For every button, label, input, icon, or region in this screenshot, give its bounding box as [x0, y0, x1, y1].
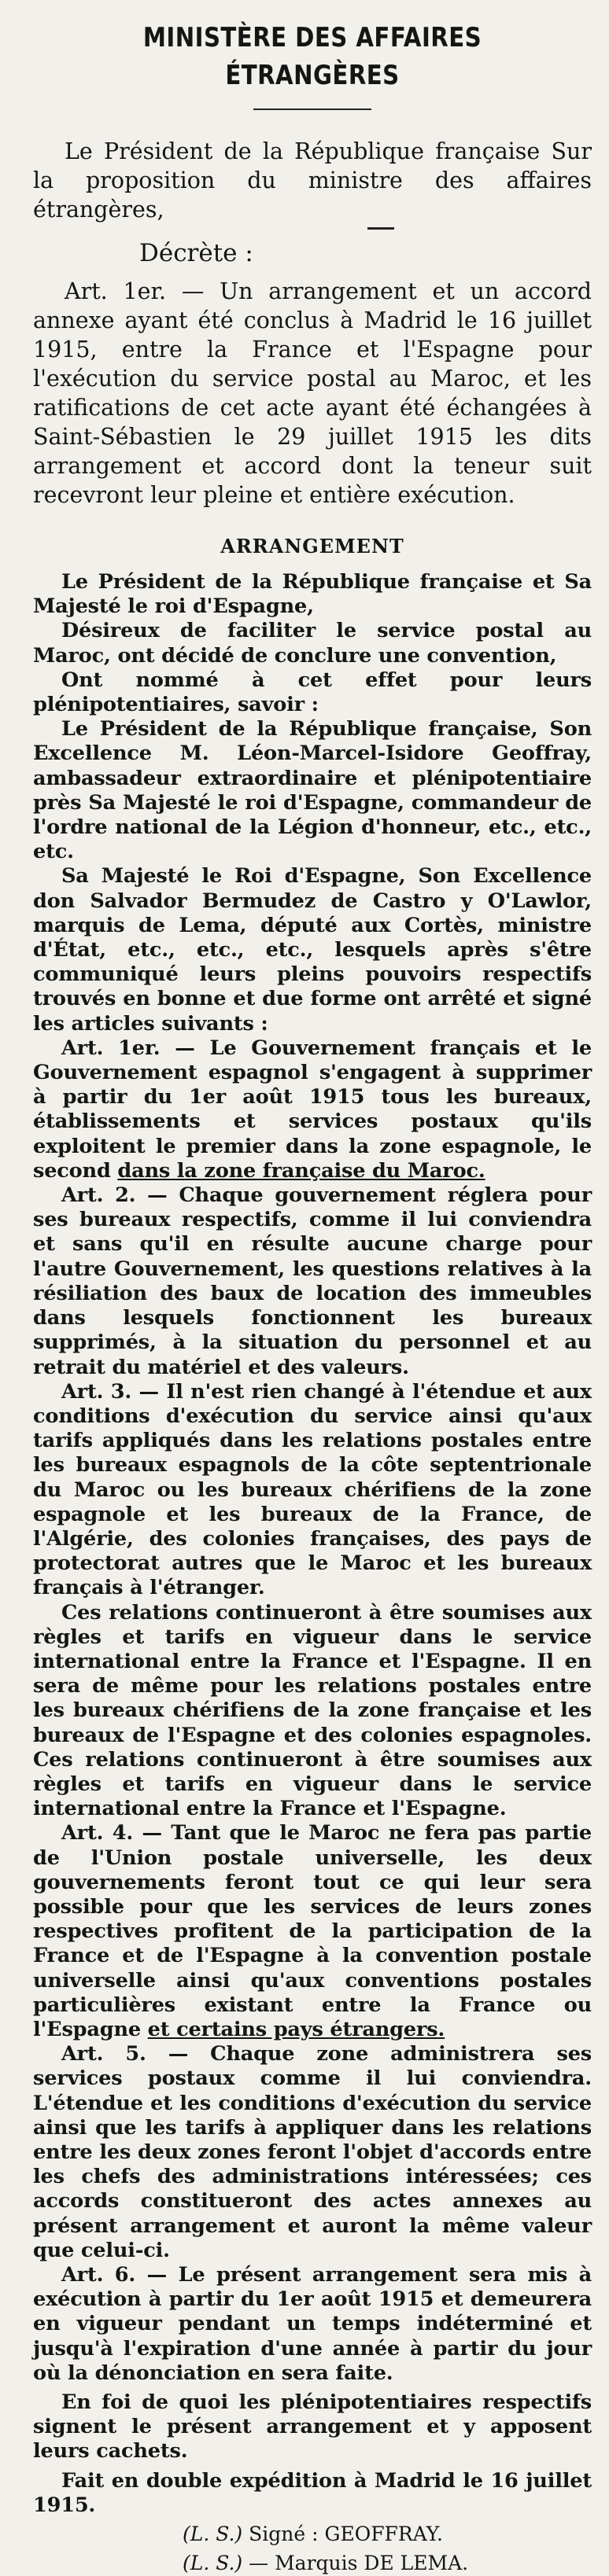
article-1-text: Art. 1er. — Le Gouvernement français et le Gouvernement espagnol s'engagent à supprimer à partir du 1er août 1915 tous les bureaux, établissements et services postaux qu'ils exploitent le premier dans la zone espagnole, le second	[33, 1036, 592, 1183]
article-2: Art. 2. — Chaque gouvernement réglera pour ses bureaux respectifs, comme il lui conviendra et sans qu'il en résulte aucune charge pour l'autre Gouvernement, les questions relatives à la résiliation des baux de location des immeubles dans lesquels fonctionnent les bureaux supprimés, à la situation du personnel et au retrait du matériel et des valeurs.	[33, 1183, 592, 1379]
decrete-heading: Décrète :	[139, 239, 253, 267]
arrangement-nomination: Ont nommé à cet effet pour leurs plénipotentiaires, savoir :	[33, 668, 592, 717]
done-at-madrid: Fait en double expédition à Madrid le 16 juillet 1915.	[33, 2468, 592, 2517]
signature-text: — Marquis DE LEMA.	[249, 2552, 469, 2575]
arrangement-heading: ARRANGEMENT	[220, 535, 404, 558]
article-1	[33, 1036, 592, 1183]
plenipotentiary-france: Le Président de la République française, Son Excellence M. Léon-Marcel-Isidore Geoffray, ambassadeur extraordinaire et plénipotentiaire près Sa Majesté le roi d'Espagne, commandeur de l'ordre national de la Légion d'honneur, etc., etc., etc.	[33, 717, 592, 864]
decree-article-1: Art. 1er. — Un arrangement et un accord annexe ayant été conclus à Madrid le 16 juillet 1915, entre la France et l'Espagne pour l'exécution du service postal au Maroc, et les ratifications de cet acte ayant été échangées à Saint-Sébastien le 29 juillet 1915 les dits arrangement et accord dont la teneur suit recevront leur pleine et entière exécution.	[33, 278, 592, 508]
arrangement-purpose: Désireux de faciliter le service postal au Maroc, ont décidé de conclure une convention,	[33, 619, 592, 668]
article-4-text: Art. 4. — Tant que le Maroc ne fera pas partie de l'Union postale universelle, les deux gouvernements feront tout ce qui leur sera possible pour que les services de leurs zones respectives profitent de la participation de la France et de l'Espagne à la convention postale universelle ainsi qu'aux conventions postales particulières existant entre la France ou l'Espagne	[33, 1821, 592, 2041]
signature-text: Signé : GEOFFRAY.	[249, 2523, 443, 2546]
preamble-dash	[367, 227, 394, 230]
title-divider	[253, 109, 371, 110]
article-5: Art. 5. — Chaque zone administrera ses services postaux comme il lui conviendra. L'étendue et les conditions d'exécution du service ainsi que les tarifs à appliquer dans les relations entre les deux zones feront l'objet d'accords entre les chefs des administrations intéressées; ces accords constitueront des actes annexes au présent arrangement et auront la même valeur que celui-ci.	[33, 2042, 592, 2262]
article-4	[33, 1821, 592, 2042]
seal-mark: (L. S.)	[183, 2552, 243, 2575]
plenipotentiary-spain: Sa Majesté le Roi d'Espagne, Son Excellence don Salvador Bermudez de Castro y O'Lawlor, marquis de Lema, député aux Cortès, ministre d'État, etc., etc., etc., lesquels après s'être communiqué leurs pleins pouvoirs respectifs trouvés en bonne et due forme ont arrêté et signé les articles suivants :	[33, 864, 592, 1036]
signature-lema	[183, 2550, 592, 2576]
ministry-title: MINISTÈRE DES AFFAIRES ÉTRANGÈRES	[142, 22, 482, 91]
article-6: Art. 6. — Le présent arrangement sera mis à exécution à partir du 1er août 1915 et demeurera en vigueur pendant un temps indéterminé et jusqu'à l'expiration d'une année à partir du jour où la dénonciation en sera faite.	[33, 2263, 592, 2385]
article-3: Art. 3. — Il n'est rien changé à l'étendue et aux conditions d'exécution du service ainsi qu'aux tarifs appliqués dans les relations postales entre les bureaux espagnols de la côte septentrionale du Maroc ou les bureaux chérifiens de la zone espagnole et les bureaux de la France, de l'Algérie, des colonies françaises, des pays de protectorat autres que le Maroc et les bureaux français à l'étranger.	[33, 1379, 592, 1600]
signature-geoffray	[183, 2521, 592, 2547]
arrangement-parties: Le Président de la République française et Sa Majesté le roi d'Espagne,	[33, 570, 592, 619]
article-3-continued: Ces relations continueront à être soumises aux règles et tarifs en vigueur dans le service international entre la France et l'Espagne. Il en sera de même pour les relations postales entre les bureaux chérifiens de la zone française et les bureaux de l'Espagne et des colonies espagnoles. Ces relations continueront à être soumises aux règles et tarifs en vigueur dans le service international entre la France et l'Espagne.	[33, 1600, 592, 1821]
decree-preamble: Le Président de la République française Sur la proposition du ministre des affaires étrangères,	[33, 138, 592, 223]
article-1-underlined: dans la zone française du Maroc.	[117, 1158, 485, 1183]
article-4-underlined: et certains pays étrangers.	[147, 2017, 445, 2041]
seal-mark: (L. S.)	[183, 2523, 243, 2546]
closing-formula: En foi de quoi les plénipotentiaires respectifs signent le présent arrangement et y apposent leurs cachets.	[33, 2390, 592, 2464]
